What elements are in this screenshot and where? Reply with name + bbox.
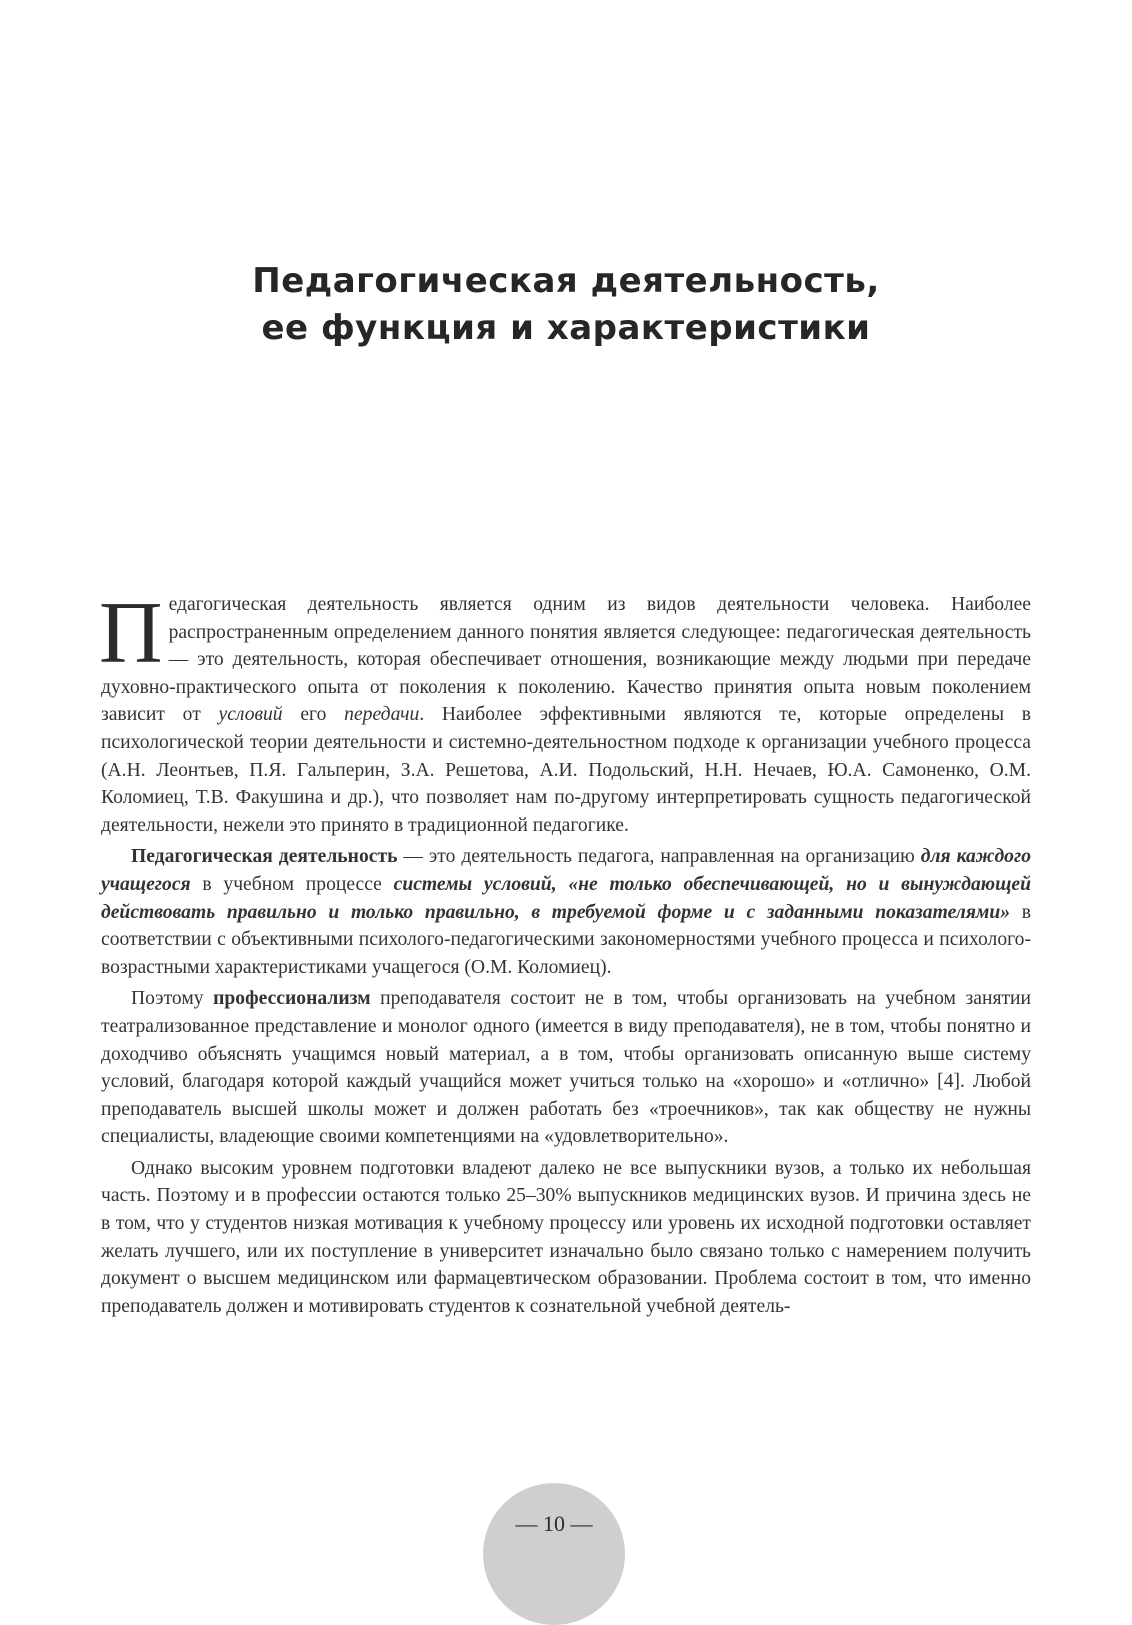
paragraph-3-text-a: Поэтому [131, 988, 214, 1010]
paragraph-1-text-a: едагогическая деятельность является одним из видов деятельности человека. Наиболее распространенным определением данного понятия является следующее: педагогическая деятельность — это деятельность, которая обеспечивает отношения, возникающие между людьми при передаче духовно-практического опыта от поколения к поколению. Качество принятия опыта новым поколением зависит от [101, 594, 1031, 726]
drop-cap: П [99, 585, 163, 682]
paragraph-4: Однако высоким уровнем подготовки владеют далеко не все выпускники вузов, а только их небольшая часть. Поэтому и в профессии остаются только 25–30% выпускников медицинских вузов. И причина здесь не в том, что у студентов низкая мотивация к учебному процессу или уровень их исходной подготовки оставляет желать лучшего, или их поступление в университет изначально было связано только с намерением получить документ о высшем медицинском или фармацевтическом образовании. Проблема состоит в том, что именно преподаватель должен и мотивировать студентов к сознательной учебной деятель- [101, 1157, 1031, 1317]
paragraph-1 [99, 585, 1031, 839]
paragraph-1-text-c: . Наиболее эффективными являются те, которые определены в психологической теории деятельности и системно-деятельностном подходе к организации учебного процесса (А.Н. Леонтьев, П.Я. Гальперин, З.А. Решетова, А.И. Подольский, Н.Н. Нечаев, Ю.А. Самоненко, О.М. Коломиец, Т.В. Факушина и др.), что позволяет нам по-другому интерпретировать сущность педагогической деятельности, нежели это принято в традиционной педагогике. [101, 704, 1031, 836]
paragraph-2-emphasis-conditions: системы условий, «не только обеспечивающей, но и вынуждающей действовать правильно и только правильно, в требуемой форме и с заданными показателями» [101, 873, 1031, 923]
chapter-title-line-1: Педагогическая деятельность, [252, 261, 880, 301]
paragraph-2-emphasis-each-student: для каждого учащегося [101, 846, 1031, 895]
paragraph-3-text-b: преподавателя состоит не в том, чтобы организовать на учебном занятии театрализованное представление и монолог одного (имеется в виду преподавателя), не в том, чтобы понятно и доходчиво объяснять учащимся новый материал, а в том, чтобы организовать описанную выше систему условий, благодаря которой каждый учащийся может учиться только на «хорошо» и «отлично» [4]. Любой преподаватель высшей школы может и должен работать без «троечников», так как обществу не нужны специалисты, владеющие своими компетенциями на «удовлетворительно». [101, 988, 1031, 1148]
paragraph-2-text-b: в учебном процессе [190, 873, 394, 895]
paragraph-3 [101, 985, 1031, 1151]
chapter-title [0, 258, 1132, 352]
page-number: — 10 — [515, 1511, 593, 1536]
paragraph-2-text-c: в соответствии с объективными психолого-педагогическими закономерностями учебного процесса и психолого-возрастными характеристиками учащегося (О.М. Коломиец). [101, 901, 1032, 978]
paragraph-2-text-a: — это деятельность педагога, направленная на организацию [397, 846, 921, 868]
page-number-tab [483, 1483, 625, 1625]
paragraph-2 [101, 843, 1031, 981]
paragraph-1-text-b: его [282, 704, 345, 726]
paragraph-1-italic-conditions: условий [218, 704, 283, 726]
paragraph-3-term: профессионализм [213, 988, 371, 1010]
paragraph-1-italic-transfer: передачи [344, 704, 420, 726]
chapter-title-line-2: ее функция и характеристики [261, 308, 871, 348]
paragraph-2-term: Педагогическая деятельность [131, 846, 398, 868]
body-text [99, 585, 1032, 1320]
